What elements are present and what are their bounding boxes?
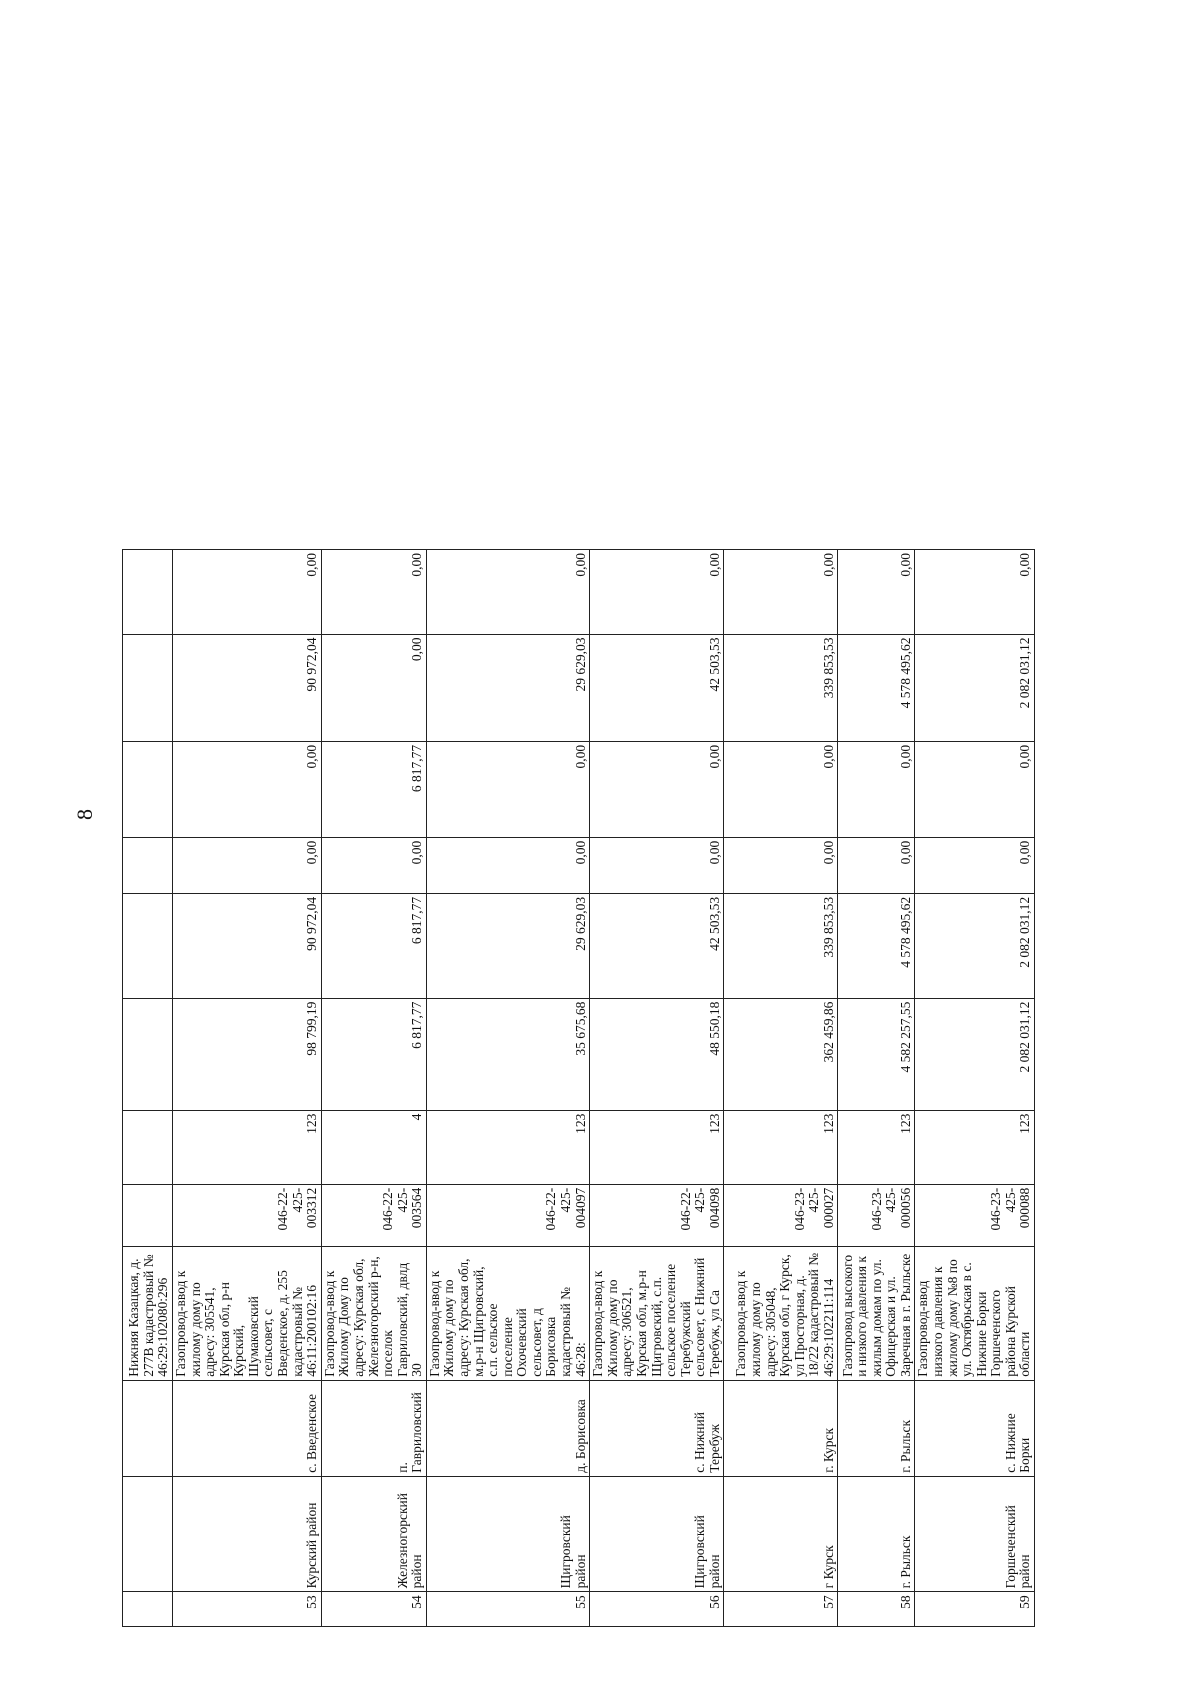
value-cell-1: 362 459,86 [724,998,838,1110]
settlement-cell: с. Нижний Теребуж [590,1380,724,1476]
value-cell-2: 29 629,03 [426,893,589,998]
value-cell-5: 339 853,53 [724,634,838,741]
settlement-cell: с. Введенское [173,1380,322,1476]
district-cell [123,1476,173,1592]
value-cell-2: 6 817,77 [321,893,426,998]
value-cell-1: 6 817,77 [321,998,426,1110]
value-cell-2: 90 972,04 [173,893,322,998]
code-cell: 123 [590,1110,724,1184]
table-row [123,550,173,1627]
value-cell-3: 0,00 [724,837,838,893]
value-cell-2: 339 853,53 [724,893,838,998]
value-cell-4: 0,00 [173,741,322,837]
value-cell-5: 42 503,53 [590,634,724,741]
object-name-cell: Газопровод-ввод к Жилому дому по адресу: Курская обл, м.р-н Щигровский, с.п. сельское поселение Охочевский сельсовет, д Борисовка кадастровый № 46:28: [426,1246,589,1380]
table-row [915,550,1035,1627]
value-cell-5: 90 972,04 [173,634,322,741]
table-row [838,550,915,1627]
district-cell: Щигровский район [590,1476,724,1592]
row-number: 55 [426,1592,589,1627]
code-cell: 123 [838,1110,915,1184]
registration-number-cell: 046-22-425-004098 [590,1184,724,1246]
value-cell-3: 0,00 [838,837,915,893]
code-cell: 4 [321,1110,426,1184]
value-cell-5 [123,634,173,741]
row-number [123,1592,173,1627]
object-name-cell: Газопровод-ввод к жилому дому по адресу: 305541, Курская обл, р-н Курский, Шумаковский сельсовет, с Введенское, д. 255 кадастровый № 46:11:200102:16 [173,1246,322,1380]
value-cell-1: 35 675,68 [426,998,589,1110]
row-number: 57 [724,1592,838,1627]
page-number: 8 [72,809,97,820]
value-cell-3: 0,00 [321,837,426,893]
value-cell-3: 0,00 [426,837,589,893]
object-name-cell: Газопровод-ввод к Жилому дому по адресу: 306521, Курская обл, м.р-н Щигровский, с.п. сельское поселение Теребужский сельсовет, с Нижний Теребуж, ул Са [590,1246,724,1380]
district-cell: Курский район [173,1476,322,1592]
value-cell-4: 0,00 [590,741,724,837]
row-number: 58 [838,1592,915,1627]
code-cell: 123 [173,1110,322,1184]
district-cell: г. Рыльск [838,1476,915,1592]
value-cell-6 [123,550,173,635]
value-cell-1 [123,998,173,1110]
value-cell-4: 0,00 [426,741,589,837]
value-cell-1: 2 082 031,12 [915,998,1035,1110]
registration-number-cell: 046-22-425-003564 [321,1184,426,1246]
district-cell: г Курск [724,1476,838,1592]
registration-number-cell: 046-23-425-000056 [838,1184,915,1246]
value-cell-4 [123,741,173,837]
data-table [122,549,1035,1627]
table-row [173,550,322,1627]
value-cell-4: 0,00 [724,741,838,837]
settlement-cell: п. Гавриловский [321,1380,426,1476]
registration-number-cell: 046-23-425-000027 [724,1184,838,1246]
value-cell-6: 0,00 [426,550,589,635]
code-cell: 123 [426,1110,589,1184]
value-cell-5: 2 082 031,12 [915,634,1035,741]
registration-number-cell: 046-22-425-004097 [426,1184,589,1246]
value-cell-1: 4 582 257,55 [838,998,915,1110]
code-cell: 123 [724,1110,838,1184]
value-cell-2: 42 503,53 [590,893,724,998]
table-row [426,550,589,1627]
value-cell-5: 0,00 [321,634,426,741]
value-cell-2: 4 578 495,62 [838,893,915,998]
code-cell: 123 [915,1110,1035,1184]
value-cell-4: 6 817,77 [321,741,426,837]
value-cell-3: 0,00 [915,837,1035,893]
value-cell-4: 0,00 [838,741,915,837]
value-cell-2 [123,893,173,998]
value-cell-1: 48 550,18 [590,998,724,1110]
value-cell-6: 0,00 [724,550,838,635]
table-row [590,550,724,1627]
rotated-table-wrapper [122,549,1035,1627]
object-name-cell: Газопровод высокого и низкого давления к жилым домам по ул. Офицерская и ул. Заречная в г. Рыльске [838,1246,915,1380]
settlement-cell: д. Борисовка [426,1380,589,1476]
value-cell-6: 0,00 [321,550,426,635]
row-number: 59 [915,1592,1035,1627]
value-cell-6: 0,00 [838,550,915,635]
value-cell-6: 0,00 [173,550,322,635]
code-cell [123,1110,173,1184]
row-number: 56 [590,1592,724,1627]
value-cell-3 [123,837,173,893]
value-cell-6: 0,00 [915,550,1035,635]
settlement-cell [123,1380,173,1476]
district-cell: Горшеченский район [915,1476,1035,1592]
table-row [724,550,838,1627]
table-row [321,550,426,1627]
value-cell-3: 0,00 [590,837,724,893]
row-number: 54 [321,1592,426,1627]
value-cell-6: 0,00 [590,550,724,635]
settlement-cell: г. Рыльск [838,1380,915,1476]
registration-number-cell [123,1184,173,1246]
district-cell: Железногорский район [321,1476,426,1592]
row-number: 53 [173,1592,322,1627]
object-name-cell: Нижняя Казацкая, д. 277В кадастровый № 46:29:102080:296 [123,1246,173,1380]
registration-number-cell: 046-23-425-000088 [915,1184,1035,1246]
object-name-cell: Газопровод-ввод низкого давления к жилому дому №8 по ул. Октябрьская в с. Нижние Борки Горшеченского района Курской области [915,1246,1035,1380]
settlement-cell: с. Нижние Борки [915,1380,1035,1476]
value-cell-3: 0,00 [173,837,322,893]
value-cell-5: 29 629,03 [426,634,589,741]
value-cell-5: 4 578 495,62 [838,634,915,741]
value-cell-1: 98 799,19 [173,998,322,1110]
settlement-cell: г. Курск [724,1380,838,1476]
district-cell: Щигровский район [426,1476,589,1592]
value-cell-2: 2 082 031,12 [915,893,1035,998]
object-name-cell: Газопровод-ввод к Жилому Дому по адресу: Курская обл, Железногорский р-н, поселок Гавриловский, двлд 30 [321,1246,426,1380]
object-name-cell: Газопровод-ввод к жилому дому по адресу: 305048, Курская обл, г Курск, ул Просторная, д. 18/22 кадастровый № 46:29:102211:114 [724,1246,838,1380]
value-cell-4: 0,00 [915,741,1035,837]
registration-number-cell: 046-22-425-003312 [173,1184,322,1246]
